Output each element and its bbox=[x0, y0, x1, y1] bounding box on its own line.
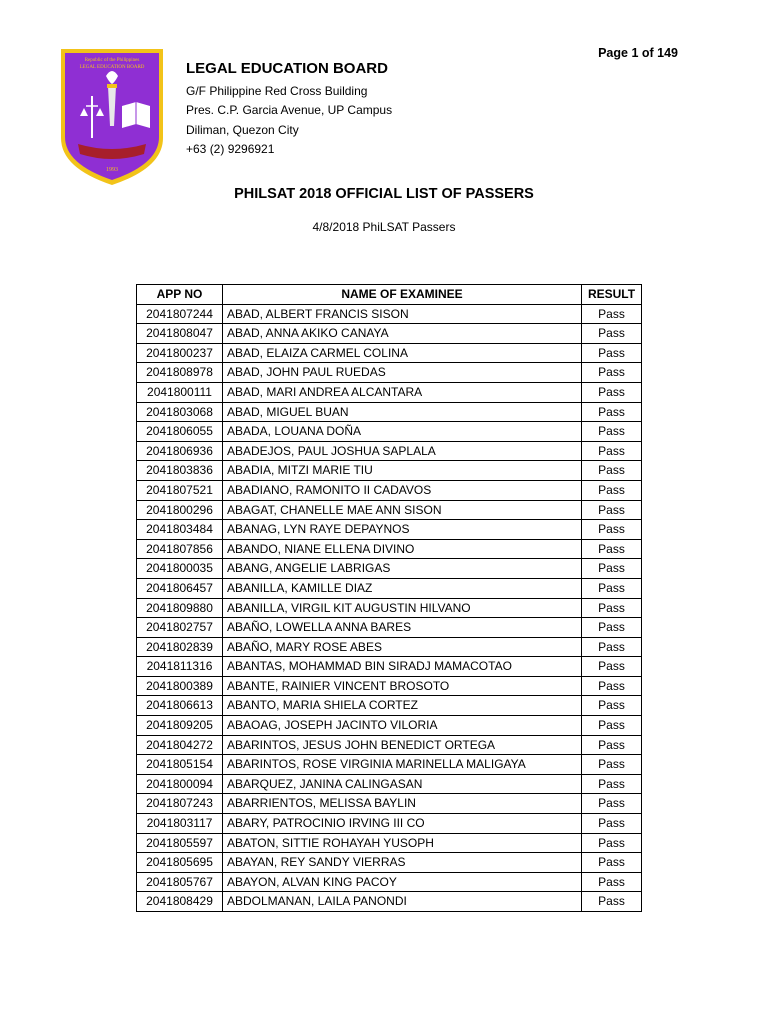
seal-year: 1993 bbox=[106, 167, 118, 173]
examinee-name-cell: ABAÑO, MARY ROSE ABES bbox=[223, 637, 582, 657]
app-no-cell: 2041807521 bbox=[137, 480, 223, 500]
result-cell: Pass bbox=[582, 402, 642, 422]
table-row bbox=[137, 461, 642, 481]
header-app-no: APP NO bbox=[137, 285, 223, 305]
examinee-name-cell: ABANILLA, VIRGIL KIT AUGUSTIN HILVANO bbox=[223, 598, 582, 618]
result-cell: Pass bbox=[582, 794, 642, 814]
app-no-cell: 2041806457 bbox=[137, 578, 223, 598]
examinee-name-cell: ABAD, ANNA AKIKO CANAYA bbox=[223, 324, 582, 344]
table-row bbox=[137, 853, 642, 873]
examinee-name-cell: ABARINTOS, JESUS JOHN BENEDICT ORTEGA bbox=[223, 735, 582, 755]
examinee-name-cell: ABAYAN, REY SANDY VIERRAS bbox=[223, 853, 582, 873]
examinee-name-cell: ABATON, SITTIE ROHAYAH YUSOPH bbox=[223, 833, 582, 853]
app-no-cell: 2041805597 bbox=[137, 833, 223, 853]
app-no-cell: 2041808978 bbox=[137, 363, 223, 383]
examinee-name-cell: ABANTAS, MOHAMMAD BIN SIRADJ MAMACOTAO bbox=[223, 657, 582, 677]
seal-top-text-2: LEGAL EDUCATION BOARD bbox=[79, 65, 145, 70]
result-cell: Pass bbox=[582, 324, 642, 344]
app-no-cell: 2041811316 bbox=[137, 657, 223, 677]
table-row bbox=[137, 872, 642, 892]
result-cell: Pass bbox=[582, 461, 642, 481]
table-row bbox=[137, 657, 642, 677]
examinee-name-cell: ABARY, PATROCINIO IRVING III CO bbox=[223, 814, 582, 834]
app-no-cell: 2041800094 bbox=[137, 774, 223, 794]
app-no-cell: 2041807244 bbox=[137, 304, 223, 324]
result-cell: Pass bbox=[582, 814, 642, 834]
app-no-cell: 2041807856 bbox=[137, 539, 223, 559]
examinee-name-cell: ABARQUEZ, JANINA CALINGASAN bbox=[223, 774, 582, 794]
result-cell: Pass bbox=[582, 539, 642, 559]
result-cell: Pass bbox=[582, 872, 642, 892]
app-no-cell: 2041809880 bbox=[137, 598, 223, 618]
passers-table bbox=[136, 284, 642, 912]
examinee-name-cell: ABANTO, MARIA SHIELA CORTEZ bbox=[223, 696, 582, 716]
app-no-cell: 2041804272 bbox=[137, 735, 223, 755]
table-row bbox=[137, 382, 642, 402]
result-cell: Pass bbox=[582, 363, 642, 383]
examinee-name-cell: ABAD, ELAIZA CARMEL COLINA bbox=[223, 343, 582, 363]
table-row bbox=[137, 441, 642, 461]
table-row bbox=[137, 833, 642, 853]
table-row bbox=[137, 559, 642, 579]
examinee-name-cell: ABANAG, LYN RAYE DEPAYNOS bbox=[223, 520, 582, 540]
app-no-cell: 2041809205 bbox=[137, 716, 223, 736]
table-row bbox=[137, 794, 642, 814]
table-row bbox=[137, 520, 642, 540]
examinee-name-cell: ABADA, LOUANA DOÑA bbox=[223, 422, 582, 442]
header-name-of-examinee: NAME OF EXAMINEE bbox=[223, 285, 582, 305]
table-header-row bbox=[137, 285, 642, 305]
result-cell: Pass bbox=[582, 637, 642, 657]
app-no-cell: 2041805695 bbox=[137, 853, 223, 873]
address-line-1: G/F Philippine Red Cross Building bbox=[186, 84, 368, 98]
table-row bbox=[137, 422, 642, 442]
result-cell: Pass bbox=[582, 696, 642, 716]
table-row bbox=[137, 500, 642, 520]
table-row bbox=[137, 598, 642, 618]
examinee-name-cell: ABAD, MARI ANDREA ALCANTARA bbox=[223, 382, 582, 402]
examinee-name-cell: ABARRIENTOS, MELISSA BAYLIN bbox=[223, 794, 582, 814]
app-no-cell: 2041802757 bbox=[137, 618, 223, 638]
examinee-name-cell: ABANDO, NIANE ELLENA DIVINO bbox=[223, 539, 582, 559]
table-row bbox=[137, 735, 642, 755]
result-cell: Pass bbox=[582, 657, 642, 677]
app-no-cell: 2041800389 bbox=[137, 676, 223, 696]
examinee-name-cell: ABAD, ALBERT FRANCIS SISON bbox=[223, 304, 582, 324]
result-cell: Pass bbox=[582, 382, 642, 402]
app-no-cell: 2041805767 bbox=[137, 872, 223, 892]
table-row bbox=[137, 402, 642, 422]
document-subtitle: 4/8/2018 PhiLSAT Passers bbox=[312, 220, 456, 234]
result-cell: Pass bbox=[582, 598, 642, 618]
legal-education-board-seal bbox=[58, 46, 166, 188]
examinee-name-cell: ABANTE, RAINIER VINCENT BROSOTO bbox=[223, 676, 582, 696]
table-row bbox=[137, 480, 642, 500]
result-cell: Pass bbox=[582, 559, 642, 579]
table-row bbox=[137, 578, 642, 598]
app-no-cell: 2041807243 bbox=[137, 794, 223, 814]
result-cell: Pass bbox=[582, 422, 642, 442]
table-row bbox=[137, 618, 642, 638]
table-row bbox=[137, 696, 642, 716]
app-no-cell: 2041800035 bbox=[137, 559, 223, 579]
address-line-3: Diliman, Quezon City bbox=[186, 122, 299, 137]
result-cell: Pass bbox=[582, 304, 642, 324]
table-row bbox=[137, 892, 642, 912]
examinee-name-cell: ABADIANO, RAMONITO II CADAVOS bbox=[223, 480, 582, 500]
examinee-name-cell: ABARINTOS, ROSE VIRGINIA MARINELLA MALIGAYA bbox=[223, 755, 582, 775]
result-cell: Pass bbox=[582, 892, 642, 912]
table-row bbox=[137, 324, 642, 344]
examinee-name-cell: ABAGAT, CHANELLE MAE ANN SISON bbox=[223, 500, 582, 520]
table-row bbox=[137, 814, 642, 834]
app-no-cell: 2041800296 bbox=[137, 500, 223, 520]
examinee-name-cell: ABAÑO, LOWELLA ANNA BARES bbox=[223, 618, 582, 638]
table-row bbox=[137, 676, 642, 696]
organization-name: LEGAL EDUCATION BOARD bbox=[186, 60, 388, 77]
result-cell: Pass bbox=[582, 500, 642, 520]
app-no-cell: 2041803068 bbox=[137, 402, 223, 422]
table-row bbox=[137, 637, 642, 657]
app-no-cell: 2041802839 bbox=[137, 637, 223, 657]
result-cell: Pass bbox=[582, 520, 642, 540]
examinee-name-cell: ABANG, ANGELIE LABRIGAS bbox=[223, 559, 582, 579]
app-no-cell: 2041800237 bbox=[137, 343, 223, 363]
seal-top-text-1: Republic of the Philippines bbox=[84, 58, 140, 63]
phone-number: +63 (2) 9296921 bbox=[186, 141, 275, 156]
result-cell: Pass bbox=[582, 716, 642, 736]
app-no-cell: 2041803117 bbox=[137, 814, 223, 834]
page-number: Page 1 of 149 bbox=[598, 46, 678, 60]
table-row bbox=[137, 716, 642, 736]
table-row bbox=[137, 343, 642, 363]
table-row bbox=[137, 304, 642, 324]
result-cell: Pass bbox=[582, 853, 642, 873]
table-row bbox=[137, 774, 642, 794]
result-cell: Pass bbox=[582, 618, 642, 638]
examinee-name-cell: ABAYON, ALVAN KING PACOY bbox=[223, 872, 582, 892]
header-result: RESULT bbox=[582, 285, 642, 305]
result-cell: Pass bbox=[582, 343, 642, 363]
result-cell: Pass bbox=[582, 441, 642, 461]
app-no-cell: 2041806055 bbox=[137, 422, 223, 442]
table-row bbox=[137, 755, 642, 775]
app-no-cell: 2041803836 bbox=[137, 461, 223, 481]
examinee-name-cell: ABANILLA, KAMILLE DIAZ bbox=[223, 578, 582, 598]
app-no-cell: 2041803484 bbox=[137, 520, 223, 540]
examinee-name-cell: ABAD, MIGUEL BUAN bbox=[223, 402, 582, 422]
examinee-name-cell: ABAOAG, JOSEPH JACINTO VILORIA bbox=[223, 716, 582, 736]
examinee-name-cell: ABDOLMANAN, LAILA PANONDI bbox=[223, 892, 582, 912]
result-cell: Pass bbox=[582, 480, 642, 500]
examinee-name-cell: ABAD, JOHN PAUL RUEDAS bbox=[223, 363, 582, 383]
result-cell: Pass bbox=[582, 676, 642, 696]
examinee-name-cell: ABADIA, MITZI MARIE TIU bbox=[223, 461, 582, 481]
address-line-2: Pres. C.P. Garcia Avenue, UP Campus bbox=[186, 103, 393, 118]
app-no-cell: 2041806613 bbox=[137, 696, 223, 716]
app-no-cell: 2041808429 bbox=[137, 892, 223, 912]
app-no-cell: 2041808047 bbox=[137, 324, 223, 344]
app-no-cell: 2041800111 bbox=[137, 382, 223, 402]
table-row bbox=[137, 363, 642, 383]
table-row bbox=[137, 539, 642, 559]
result-cell: Pass bbox=[582, 755, 642, 775]
organization-block bbox=[186, 60, 392, 159]
examinee-name-cell: ABADEJOS, PAUL JOSHUA SAPLALA bbox=[223, 441, 582, 461]
result-cell: Pass bbox=[582, 774, 642, 794]
result-cell: Pass bbox=[582, 735, 642, 755]
result-cell: Pass bbox=[582, 833, 642, 853]
app-no-cell: 2041806936 bbox=[137, 441, 223, 461]
result-cell: Pass bbox=[582, 578, 642, 598]
document-title: PHILSAT 2018 OFFICIAL LIST OF PASSERS bbox=[234, 186, 534, 202]
app-no-cell: 2041805154 bbox=[137, 755, 223, 775]
